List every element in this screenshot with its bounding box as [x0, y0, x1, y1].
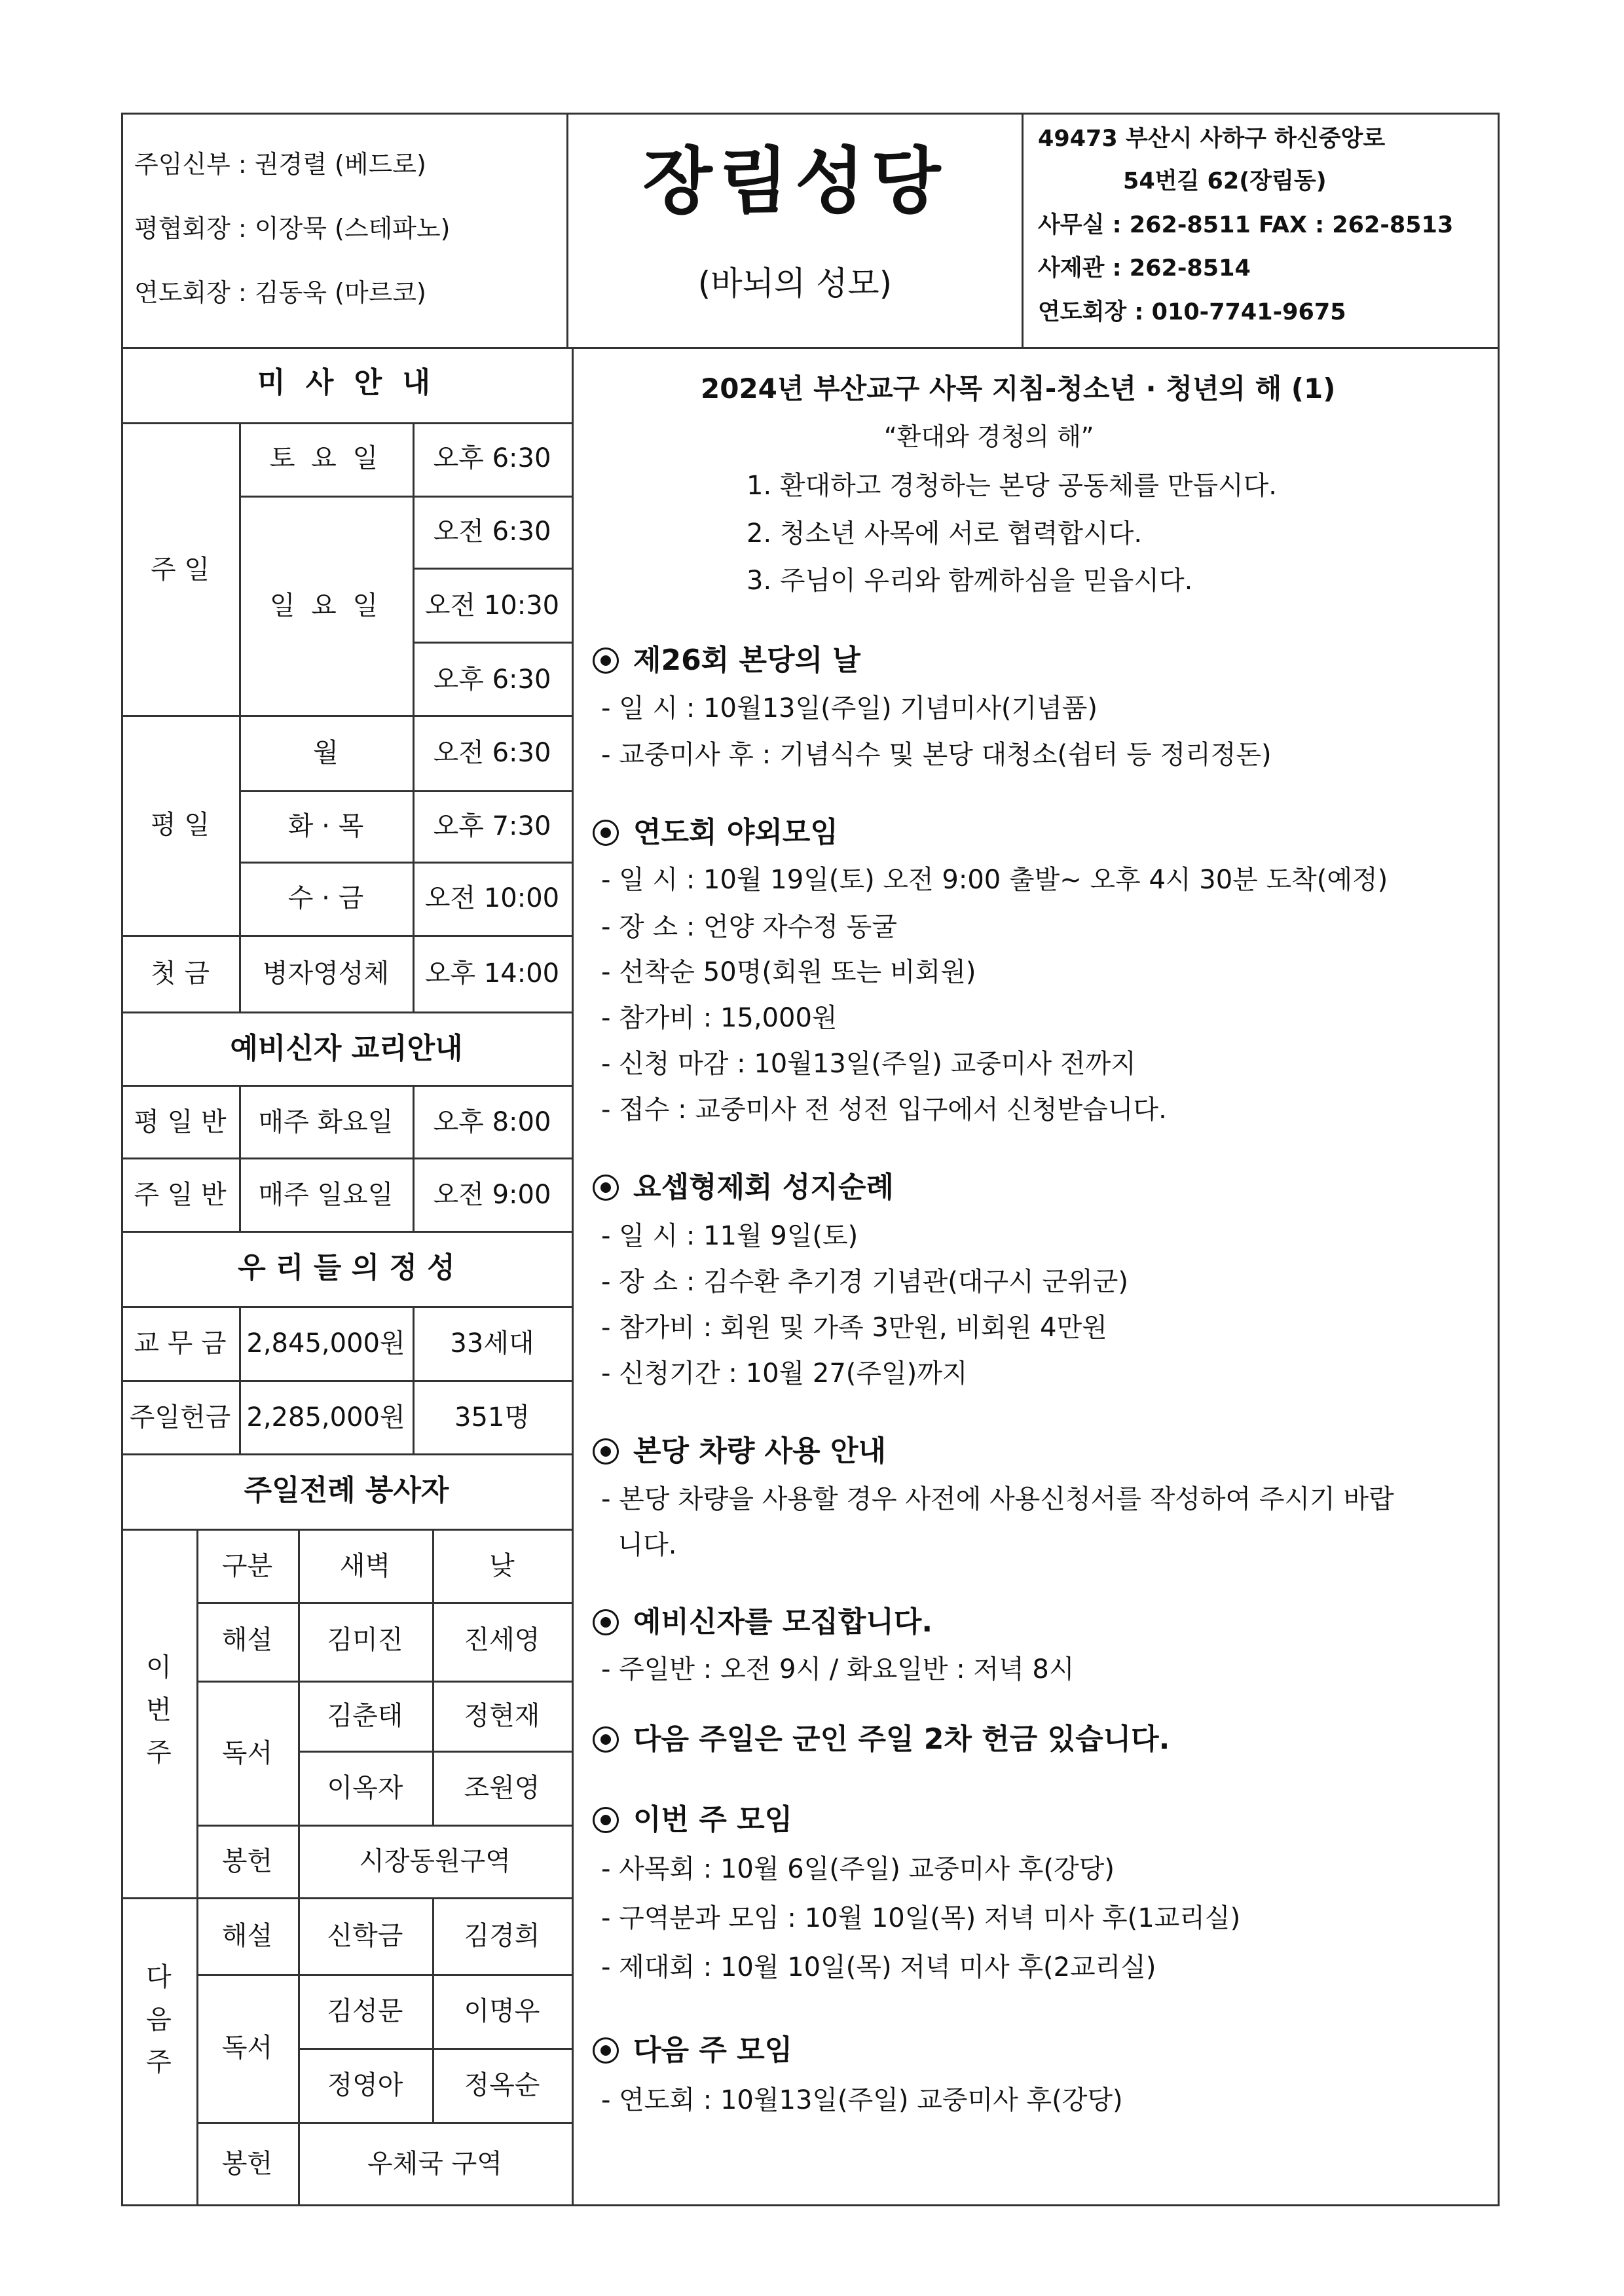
this-week-reading2-day: 조원영 — [464, 1773, 540, 1803]
this-week-label-2: 번 — [146, 1695, 172, 1725]
servers-col-category: 구분 — [221, 1551, 273, 1581]
next-week-commentary-label: 해설 — [221, 1921, 273, 1951]
address-line-1: 49473 부산시 사하구 하신중앙로 — [1038, 126, 1386, 152]
weekday-day-3: 수 · 금 — [287, 883, 364, 913]
notice-line: - 사목회 : 10월 6일(주일) 교중미사 후(강당) — [601, 1854, 1115, 1884]
catechumen-title: 예비신자 교리안내 — [230, 1032, 463, 1065]
notice-line: - 참가비 : 회원 및 가족 3만원, 비회원 4만원 — [601, 1313, 1107, 1343]
notice-line: 니다. — [601, 1530, 677, 1560]
next-week-label-2: 음 — [146, 2005, 172, 2035]
next-week-commentary-dawn: 신학금 — [327, 1921, 403, 1951]
notice-line: - 장 소 : 언양 자수정 동굴 — [601, 912, 897, 942]
notice-title: 연도회 야외모임 — [593, 818, 838, 847]
notice-line: - 구역분과 모임 : 10월 10일(목) 저녁 미사 후(1교리실) — [601, 1903, 1241, 1933]
bullet-icon — [593, 1609, 619, 1635]
catechumen-weekday-time: 오후 8:00 — [433, 1107, 551, 1137]
office-phone: 사무실 : 262-8511 FAX : 262-8513 — [1038, 212, 1454, 238]
church-name: 장림성당 — [642, 139, 948, 223]
offering-label-2: 주일헌금 — [129, 1402, 231, 1432]
bullet-icon — [593, 647, 619, 674]
notice-line: - 일 시 : 10월 19일(토) 오전 9:00 출발~ 오후 4시 30분 도착(예정) — [601, 865, 1388, 895]
saturday-time: 오후 6:30 — [433, 443, 551, 473]
catechumen-sunday-day: 매주 일요일 — [258, 1180, 394, 1210]
this-week-offertory: 시장동원구역 — [359, 1846, 511, 1876]
notice-title: 제26회 본당의 날 — [593, 646, 860, 675]
guideline-item-2: 2. 청소년 사목에 서로 협력합시다. — [747, 519, 1143, 549]
guidelines-title: 2024년 부산교구 사목 지침-청소년 · 청년의 해 (1) — [701, 373, 1336, 405]
this-week-reading1-day: 정현재 — [464, 1701, 540, 1731]
sunday-time-3: 오후 6:30 — [433, 665, 551, 695]
this-week-commentary-day: 진세영 — [464, 1625, 540, 1655]
next-week-label-3: 주 — [146, 2047, 172, 2077]
bulletin-frame — [121, 113, 1500, 2206]
next-week-reading2-day: 정옥순 — [464, 2070, 540, 2100]
first-friday-desc: 병자영성체 — [262, 958, 390, 989]
offering-title: 우 리 들 의 정 성 — [238, 1251, 455, 1285]
notice-line: - 일 시 : 10월13일(주일) 기념미사(기념품) — [601, 693, 1098, 723]
staff-priest: 주임신부 : 권경렬 (베드로) — [134, 150, 426, 179]
notice-line: - 연도회 : 10월13일(주일) 교중미사 후(강당) — [601, 2085, 1123, 2115]
this-week-label-1: 이 — [146, 1652, 172, 1683]
weekday-time-1: 오전 6:30 — [433, 738, 551, 768]
catechumen-sunday-label: 주 일 반 — [134, 1180, 227, 1210]
guideline-item-3: 3. 주님이 우리와 함께하심을 믿읍시다. — [747, 566, 1193, 596]
notice-line: - 신청 마감 : 10월13일(주일) 교중미사 전까지 — [601, 1049, 1136, 1079]
offering-count-1: 33세대 — [450, 1328, 534, 1358]
notice-line: - 제대회 : 10월 10일(목) 저녁 미사 후(2교리실) — [601, 1952, 1156, 1982]
next-week-offertory: 우체국 구역 — [367, 2149, 502, 2179]
sunday-time-1: 오전 6:30 — [433, 517, 551, 547]
next-week-commentary-day: 김경희 — [464, 1921, 540, 1951]
offering-amount-2: 2,285,000원 — [246, 1402, 405, 1432]
notice-line: - 본당 차량을 사용할 경우 사전에 사용신청서를 작성하여 주시기 바랍 — [601, 1484, 1394, 1514]
yeondo-phone: 연도회장 : 010-7741-9675 — [1038, 299, 1346, 325]
saturday-day: 토 요 일 — [269, 443, 382, 473]
this-week-offertory-label: 봉헌 — [221, 1846, 273, 1876]
sunday-time-2: 오전 10:30 — [424, 591, 560, 621]
weekday-day-2: 화 · 목 — [287, 811, 364, 841]
this-week-commentary-dawn: 김미진 — [327, 1625, 403, 1655]
this-week-reading-label: 독서 — [221, 1738, 273, 1768]
notice-line: - 참가비 : 15,000원 — [601, 1003, 838, 1033]
bullet-icon — [593, 1175, 619, 1201]
sunday-day: 일 요 일 — [269, 591, 382, 621]
address-line-2: 54번길 62(장림동) — [1123, 168, 1327, 194]
notice-title: 다음 주일은 군인 주일 2차 헌금 있습니다. — [593, 1725, 1170, 1754]
servers-col-day: 낮 — [489, 1551, 515, 1581]
patron-name: (바뇌의 성모) — [697, 264, 893, 302]
servers-title: 주일전례 봉사자 — [244, 1474, 449, 1507]
guideline-item-1: 1. 환대하고 경청하는 본당 공동체를 만듭시다. — [747, 471, 1277, 501]
notice-title: 예비신자를 모집합니다. — [593, 1608, 932, 1637]
bullet-icon — [593, 2037, 619, 2064]
main-column-divider — [572, 347, 574, 2206]
catechumen-weekday-label: 평 일 반 — [134, 1107, 227, 1137]
offering-label-1: 교 무 금 — [134, 1328, 227, 1358]
notice-line: - 주일반 : 오전 9시 / 화요일반 : 저녁 8시 — [601, 1654, 1075, 1685]
next-week-reading1-dawn: 김성문 — [327, 1996, 403, 2026]
this-week-reading1-dawn: 김춘태 — [327, 1701, 403, 1731]
next-week-reading2-dawn: 정영아 — [327, 2070, 403, 2100]
staff-council-president: 평협회장 : 이장묵 (스테파노) — [134, 214, 451, 243]
notice-line: - 접수 : 교중미사 전 성전 입구에서 신청받습니다. — [601, 1095, 1167, 1125]
catechumen-sunday-time: 오전 9:00 — [433, 1180, 551, 1210]
weekday-time-2: 오후 7:30 — [433, 811, 551, 841]
bullet-icon — [593, 1438, 619, 1465]
bullet-icon — [593, 1807, 619, 1833]
this-week-reading2-dawn: 이옥자 — [327, 1773, 403, 1803]
catechumen-weekday-day: 매주 화요일 — [258, 1107, 394, 1137]
notice-line: - 신청기간 : 10월 27(주일)까지 — [601, 1358, 968, 1389]
notice-line: - 장 소 : 김수환 추기경 기념관(대구시 군위군) — [601, 1267, 1129, 1297]
bullet-icon — [593, 1726, 619, 1753]
sunday-label: 주 일 — [151, 555, 210, 585]
next-week-offertory-label: 봉헌 — [221, 2149, 273, 2179]
weekday-day-1: 월 — [313, 738, 339, 768]
mass-title: 미 사 안 내 — [257, 366, 435, 399]
this-week-commentary-label: 해설 — [221, 1625, 273, 1655]
notice-title: 본당 차량 사용 안내 — [593, 1437, 886, 1466]
offering-count-2: 351명 — [454, 1402, 530, 1432]
notice-title: 이번 주 모임 — [593, 1806, 792, 1834]
next-week-label-1: 다 — [146, 1962, 172, 1992]
this-week-label-3: 주 — [146, 1738, 172, 1768]
weekday-time-3: 오전 10:00 — [424, 883, 560, 913]
offering-amount-1: 2,845,000원 — [246, 1328, 405, 1358]
notice-line: - 선착순 50명(회원 또는 비회원) — [601, 957, 976, 987]
staff-yeondo-president: 연도회장 : 김동욱 (마르코) — [134, 278, 426, 307]
first-friday-time: 오후 14:00 — [424, 958, 560, 989]
header-divider — [121, 347, 1500, 349]
first-friday-label: 첫 금 — [151, 958, 210, 989]
weekday-label: 평 일 — [151, 810, 210, 840]
next-week-reading-label: 독서 — [221, 2033, 273, 2063]
next-week-reading1-day: 이명우 — [464, 1996, 540, 2026]
guidelines-subtitle: “환대와 경청의 해” — [884, 422, 1094, 451]
notice-title: 요셉형제회 성지순례 — [593, 1173, 894, 1202]
bullet-icon — [593, 820, 619, 846]
servers-col-dawn: 새벽 — [339, 1551, 391, 1581]
notice-title: 다음 주 모임 — [593, 2036, 792, 2065]
notice-line: - 교중미사 후 : 기념식수 및 본당 대청소(쉼터 등 정리정돈) — [601, 740, 1272, 770]
header-col-divider-2 — [1022, 113, 1024, 347]
rectory-phone: 사제관 : 262-8514 — [1038, 255, 1251, 282]
notice-line: - 일 시 : 11월 9일(토) — [601, 1221, 858, 1251]
